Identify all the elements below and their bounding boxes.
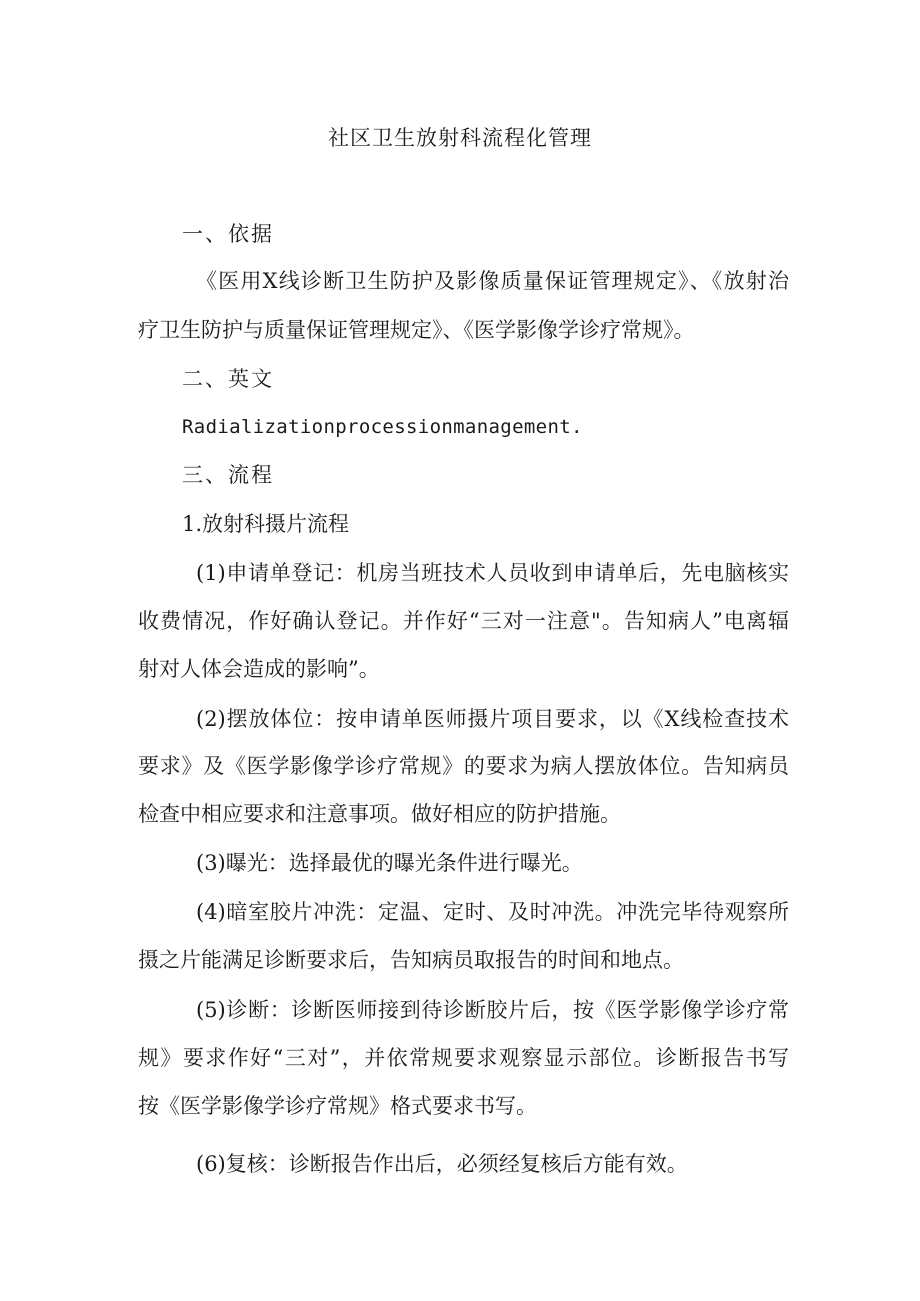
paragraph-line: (1)申请单登记：机房当班技术人员收到申请单后，先电脑核实 bbox=[196, 561, 789, 585]
paragraph-line: (4)暗室胶片冲洗：定温、定时、及时冲洗。冲洗完毕待观察所 bbox=[196, 900, 789, 924]
paragraph-line: 要求》及《医学影像学诊疗常规》的要求为病人摆放体位。告知病员 bbox=[138, 754, 789, 778]
section-heading-basis: 一、依据 bbox=[182, 222, 274, 246]
paragraph-line: (6)复核：诊断报告作出后，必须经复核后方能有效。 bbox=[196, 1152, 688, 1176]
paragraph-line: (3)曝光：选择最优的曝光条件进行曝光。 bbox=[196, 851, 583, 875]
subsection-heading: 1.放射科摄片流程 bbox=[182, 512, 350, 536]
paragraph-line: (2)摆放体位：按申请单医师摄片项目要求，以《X线检查技术 bbox=[196, 707, 789, 731]
paragraph-line: 《医用X线诊断卫生防护及影像质量保证管理规定》、《放射治 bbox=[196, 269, 789, 293]
section-heading-english: 二、英文 bbox=[182, 367, 274, 391]
paragraph-line: (5)诊断：诊断医师接到待诊断胶片后，按《医学影像学诊疗常 bbox=[196, 998, 789, 1022]
paragraph-line: 摄之片能满足诊断要求后，告知病员取报告的时间和地点。 bbox=[138, 948, 684, 972]
paragraph-line: 疗卫生防护与质量保证管理规定》、《医学影像学诊疗常规》。 bbox=[138, 318, 695, 342]
paragraph-line: 射对人体会造成的影响”。 bbox=[138, 657, 380, 681]
section-heading-process: 三、流程 bbox=[182, 463, 274, 487]
page-title: 社区卫生放射科流程化管理 bbox=[328, 126, 592, 150]
paragraph-line: 按《医学影像学诊疗常规》格式要求书写。 bbox=[138, 1094, 537, 1118]
paragraph-line: 规》要求作好“三对”，并依常规要求观察显示部位。诊断报告书写 bbox=[138, 1046, 789, 1070]
english-name-text: Radializationprocessionmanagement. bbox=[182, 416, 583, 438]
paragraph-line: 检查中相应要求和注意事项。做好相应的防护措施。 bbox=[138, 802, 621, 826]
paragraph-line: 收费情况，作好确认登记。并作好“三对一注意"。告知病人”电离辐 bbox=[138, 609, 789, 633]
